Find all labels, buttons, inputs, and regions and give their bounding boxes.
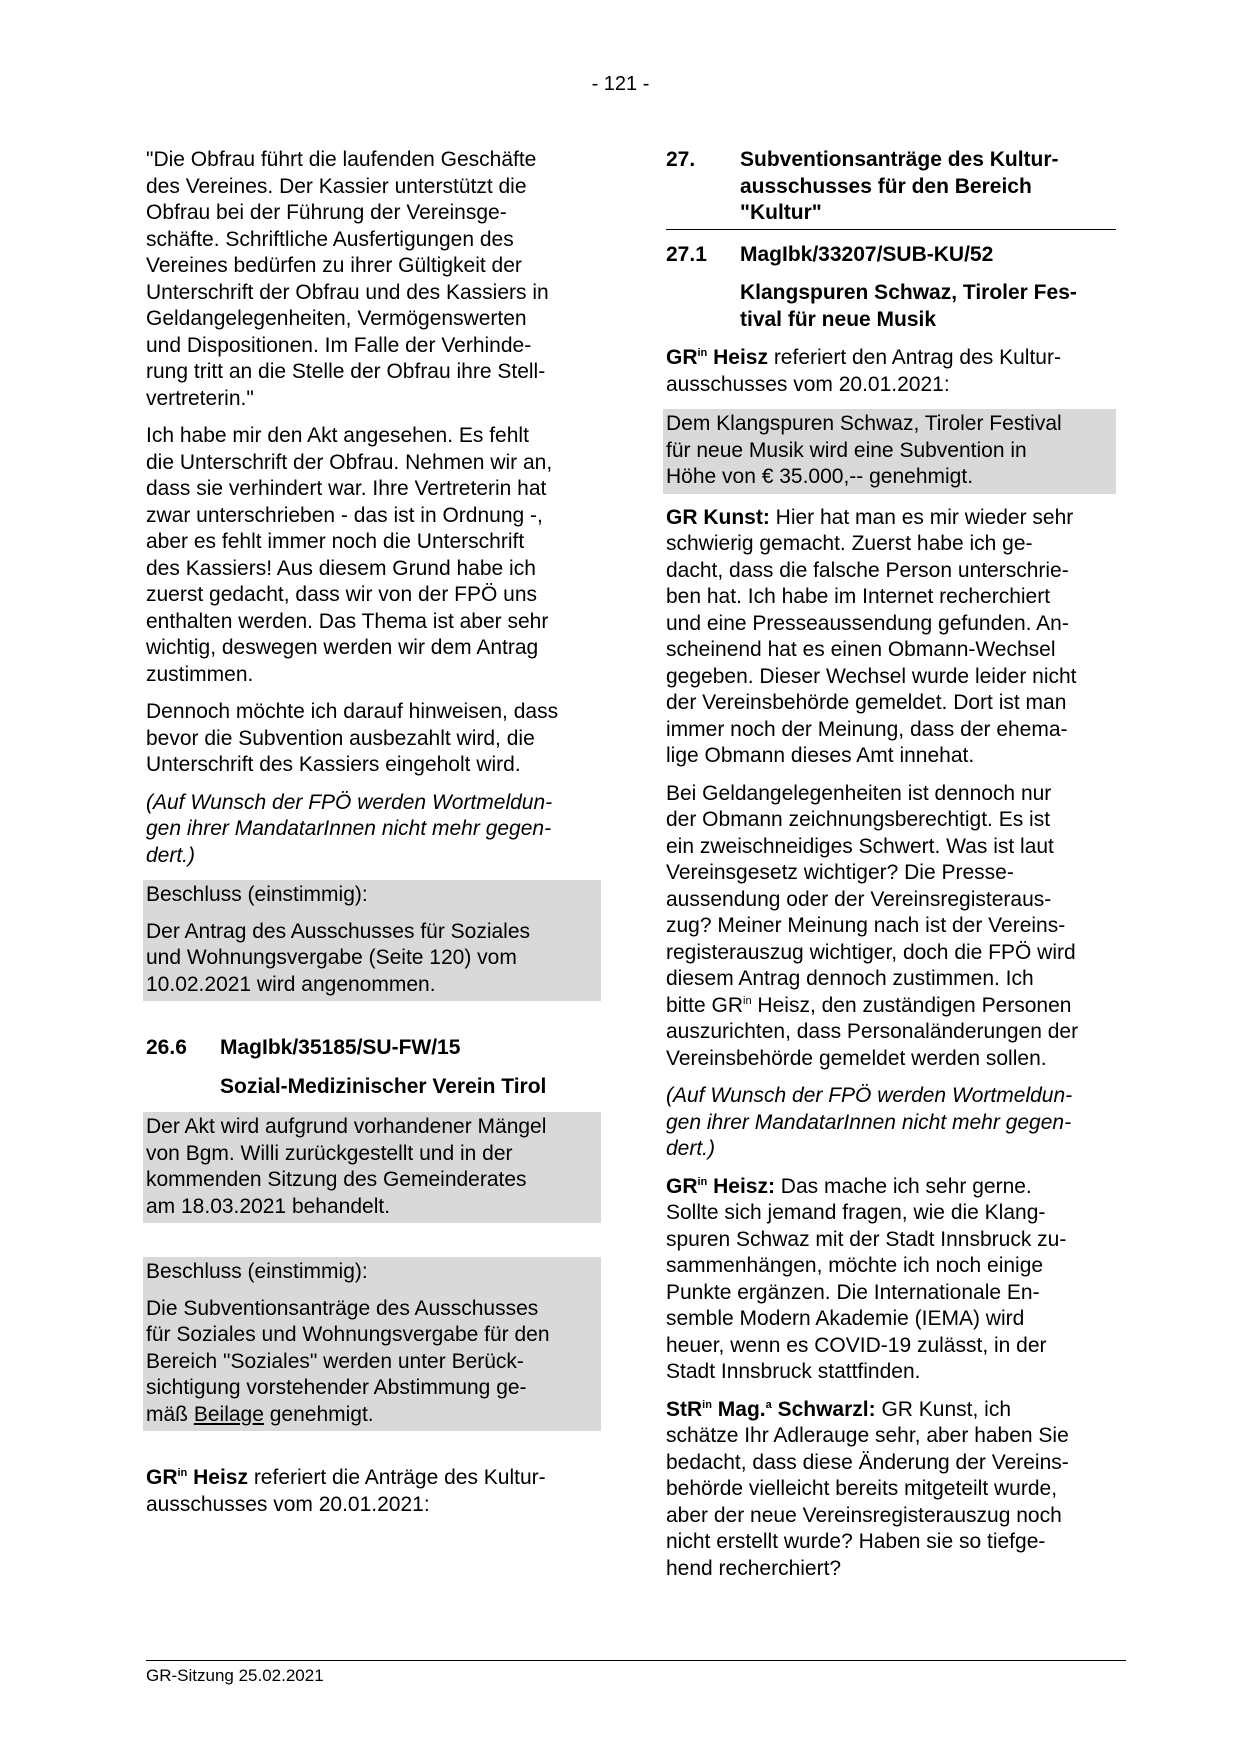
speech-paragraph: Ich habe mir den Akt angesehen. Es fehlt die Unterschrift der Obfrau. Nehmen wir an, dass sie verhindert war. Ihre Vertreterin hat zwar unterschrieben - das ist in Ordnung -, aber es fehlt immer noch die Unterschrift des Kassiers! Aus diesem Grund habe ich zuerst gedacht, dass wir von der FPÖ uns enthalten werden. Das Thema ist aber sehr wichtig, deswegen werden wir dem Antrag zustimmen.: [146, 424, 553, 686]
fpo-note: (Auf Wunsch der FPÖ werden Wortmeldun- gen ihrer MandatarInnen nicht mehr gegen- dert.): [666, 1084, 1073, 1160]
speech-paragraph: $GR^{in}$ Heisz: Das mache ich sehr gerne. Sollte sich jemand fragen, wie die Klang- spuren Schwaz mit der Stadt Innsbruck zu- sammenhängen, möchte ich noch einige Punkte ergänzen. Die Internationale En- semble Modern Akademie (IEMA) wird heuer, wenn es COVID-19 zulässt, in der Stadt Innsbruck stattfinden.: [666, 1174, 1067, 1383]
speaker-name: StR$^{in}$ Mag.$^a$ Schwarzl:: [666, 1397, 876, 1421]
section-heading-26-6: 26.6 MagIbk/35185/SU-FW/15: [146, 1036, 461, 1059]
speech-paragraph: Dennoch möchte ich darauf hinweisen, dass bevor die Subvention ausbezahlt wird, die Unterschrift des Kassiers eingeholt wird.: [146, 700, 559, 776]
speech-paragraph: $GR^{in}$ Heisz referiert die Anträge des Kultur- ausschusses vom 20.01.2021:: [146, 1466, 546, 1516]
resolution-title: Beschluss (einstimmig):: [146, 883, 368, 906]
speech-paragraph: GR Kunst: Hier hat man es mir wieder sehr schwierig gemacht. Zuerst habe ich ge- dacht, dass die falsche Person unterschrie- ben hat. Ich habe im Internet recherchiert und eine Presseaussendung gefunden. An- scheinend hat es einen Obmann-Wechsel gegeben. Dieser Wechsel wurde leider nicht der Vereinsbehörde gemeldet. Dort ist man immer noch der Meinung, dass der ehema- lige Obmann dieses Amt innehat.: [666, 505, 1077, 767]
section-title-27-1: Klangspuren Schwaz, Tiroler Fes- tival für neue Musik: [740, 281, 1077, 331]
speech-paragraph: StR$^{in}$ Mag.$^a$ Schwarzl: GR Kunst, ich schätze Ihr Adlerauge sehr, aber haben Sie bedacht, dass diese Änderung der Vereins- behörde vielleicht bereits mitgeteilt wurde, aber der neue Vereinsregisterauszug noch nicht erstellt wurde? Haben sie so tiefge- hend recherchiert?: [666, 1397, 1069, 1580]
speaker-name: $GR^{in}$ Heisz: [666, 346, 768, 369]
speech-paragraph: $GR^{in}$ Heisz referiert den Antrag des Kultur- ausschusses vom 20.01.2021:: [666, 346, 1061, 396]
right-column: [666, 147, 1116, 1593]
footer-rule: [146, 1660, 1126, 1661]
speaker-name: $GR^{in}$ Heisz:: [666, 1174, 775, 1198]
section-heading-27-1: 27.1 MagIbk/33207/SUB-KU/52: [666, 242, 994, 266]
resolution-title: Beschluss (einstimmig):: [146, 1260, 368, 1283]
fpo-note: (Auf Wunsch der FPÖ werden Wortmeldun- gen ihrer MandatarInnen nicht mehr gegen- dert.): [146, 790, 553, 867]
footer-text: GR-Sitzung 25.02.2021: [146, 1666, 324, 1685]
deferral-box: Der Akt wird aufgrund vorhandener Mängel von Bgm. Willi zurückgestellt und in der kommenden Sitzung des Gemeinderates am 18.03.2021 behandelt.: [143, 1112, 601, 1223]
statute-quote: "Die Obfrau führt die laufenden Geschäfte des Vereines. Der Kassier unterstützt die Obfrau bei der Führung der Vereinsge- schäfte. Schriftliche Ausfertigungen des Vereines bedürfen zu ihrer Gültigkeit der Unterschrift der Obfrau und des Kassiers in Geldangelegenheiten, Vermögenswerten und Dispositionen. Im Falle der Verhinde- rung tritt an die Stelle der Obfrau ihre Stell- vertreterin.": [146, 148, 549, 410]
section-title-26-6: Sozial-Medizinischer Verein Tirol: [220, 1074, 547, 1098]
resolution-text: Der Antrag des Ausschusses für Soziales und Wohnungsvergabe (Seite 120) vom 10.02.2021 wird angenommen.: [146, 919, 531, 996]
beilage-link[interactable]: Beilage: [193, 1402, 264, 1426]
speech-paragraph: Bei Geldangelegenheiten ist dennoch nur der Obmann zeichnungsberechtigt. Es ist ein zweischneidiges Schwert. Was ist laut Vereinsgesetz wichtiger? Die Presse- aussendung oder der Vereinsregisteraus- zug? Meiner Meinung nach ist der Vereins- registerauszug wichtiger, doch die FPÖ wird diesem Antrag dennoch zustimmen. Ich bitte $GR^{in}$ Heisz, den zuständigen Personen auszurichten, dass Personaländerungen der Vereinsbehörde gemeldet werden sollen.: [666, 781, 1079, 1070]
resolution-box: [143, 1257, 601, 1431]
page-number: - 121 -: [591, 73, 650, 95]
application-box: Dem Klangspuren Schwaz, Tiroler Festival für neue Musik wird eine Subvention in Höhe von € 35.000,-- genehmigt.: [663, 409, 1116, 494]
resolution-box: [143, 880, 601, 1001]
resolution-text: Die Subventionsanträge des Ausschusses für Soziales und Wohnungsvergabe für den Bereich "Soziales" werden unter Berück- sichtigung vorstehender Abstimmung ge- mäß Beilage genehmigt.: [146, 1296, 550, 1426]
speaker-name: $GR^{in}$ Heisz: [146, 1466, 248, 1489]
left-column: [146, 147, 601, 1529]
speaker-name: GR Kunst:: [666, 505, 770, 529]
section-heading-27: 27. Subventionsanträge des Kultur- ausschusses für den Bereich "Kultur": [666, 147, 1116, 230]
